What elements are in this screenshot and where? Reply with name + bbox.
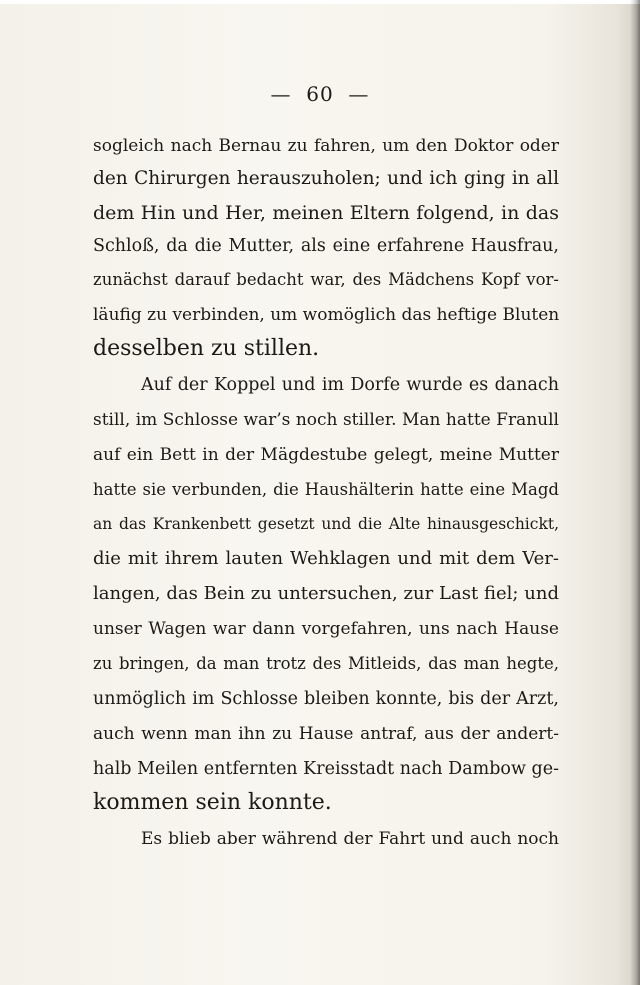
text-line: Schloß, da die Mutter, als eine erfahrene Hausfrau, — [93, 236, 559, 256]
text-line: hatte sie verbunden, die Haushälterin hatte eine Magd — [93, 480, 559, 499]
text-line: desselben zu stillen. — [93, 336, 320, 361]
text-line: zu bringen, da man trotz des Mitleids, das man hegte, — [93, 654, 559, 673]
text-line: still, im Schlosse war’s noch stiller. Man hatte Franull — [93, 410, 559, 430]
text-line: zunächst darauf bedacht war, des Mädchens Kopf vor- — [93, 270, 559, 289]
text-line: an das Krankenbett gesetzt und die Alte hinausgeschickt, — [93, 515, 559, 533]
text-line: langen, das Bein zu untersuchen, zur Last fiel; und — [93, 583, 559, 604]
text-line: die mit ihrem lauten Wehklagen und mit dem Ver- — [93, 548, 559, 569]
text-line: kommen sein konnte. — [93, 790, 332, 815]
page-number-header: — 60 — — [270, 82, 370, 106]
text-line: unmöglich im Schlosse bleiben konnte, bis der Arzt, — [93, 689, 559, 709]
paragraph-first-line: Auf der Koppel und im Dorfe wurde es danach — [141, 375, 559, 395]
text-line: läufig zu verbinden, um womöglich das heftige Bluten — [93, 305, 560, 325]
text-line: auch wenn man ihn zu Hause antraf, aus der andert- — [93, 724, 559, 744]
text-line: halb Meilen entfernten Kreisstadt nach Dambow ge- — [93, 759, 559, 779]
text-line: den Chirurgen herauszuholen; und ich ging in all — [93, 168, 559, 189]
text-line: unser Wagen war dann vorgefahren, uns nach Hause — [93, 619, 559, 639]
text-line: dem Hin und Her, meinen Eltern folgend, in das — [93, 202, 559, 224]
text-line: auf ein Bett in der Mägdestube gelegt, meine Mutter — [93, 445, 559, 465]
paragraph-first-line: Es blieb aber während der Fahrt und auch noch — [141, 829, 559, 849]
text-line: sogleich nach Bernau zu fahren, um den Doktor oder — [93, 136, 559, 156]
